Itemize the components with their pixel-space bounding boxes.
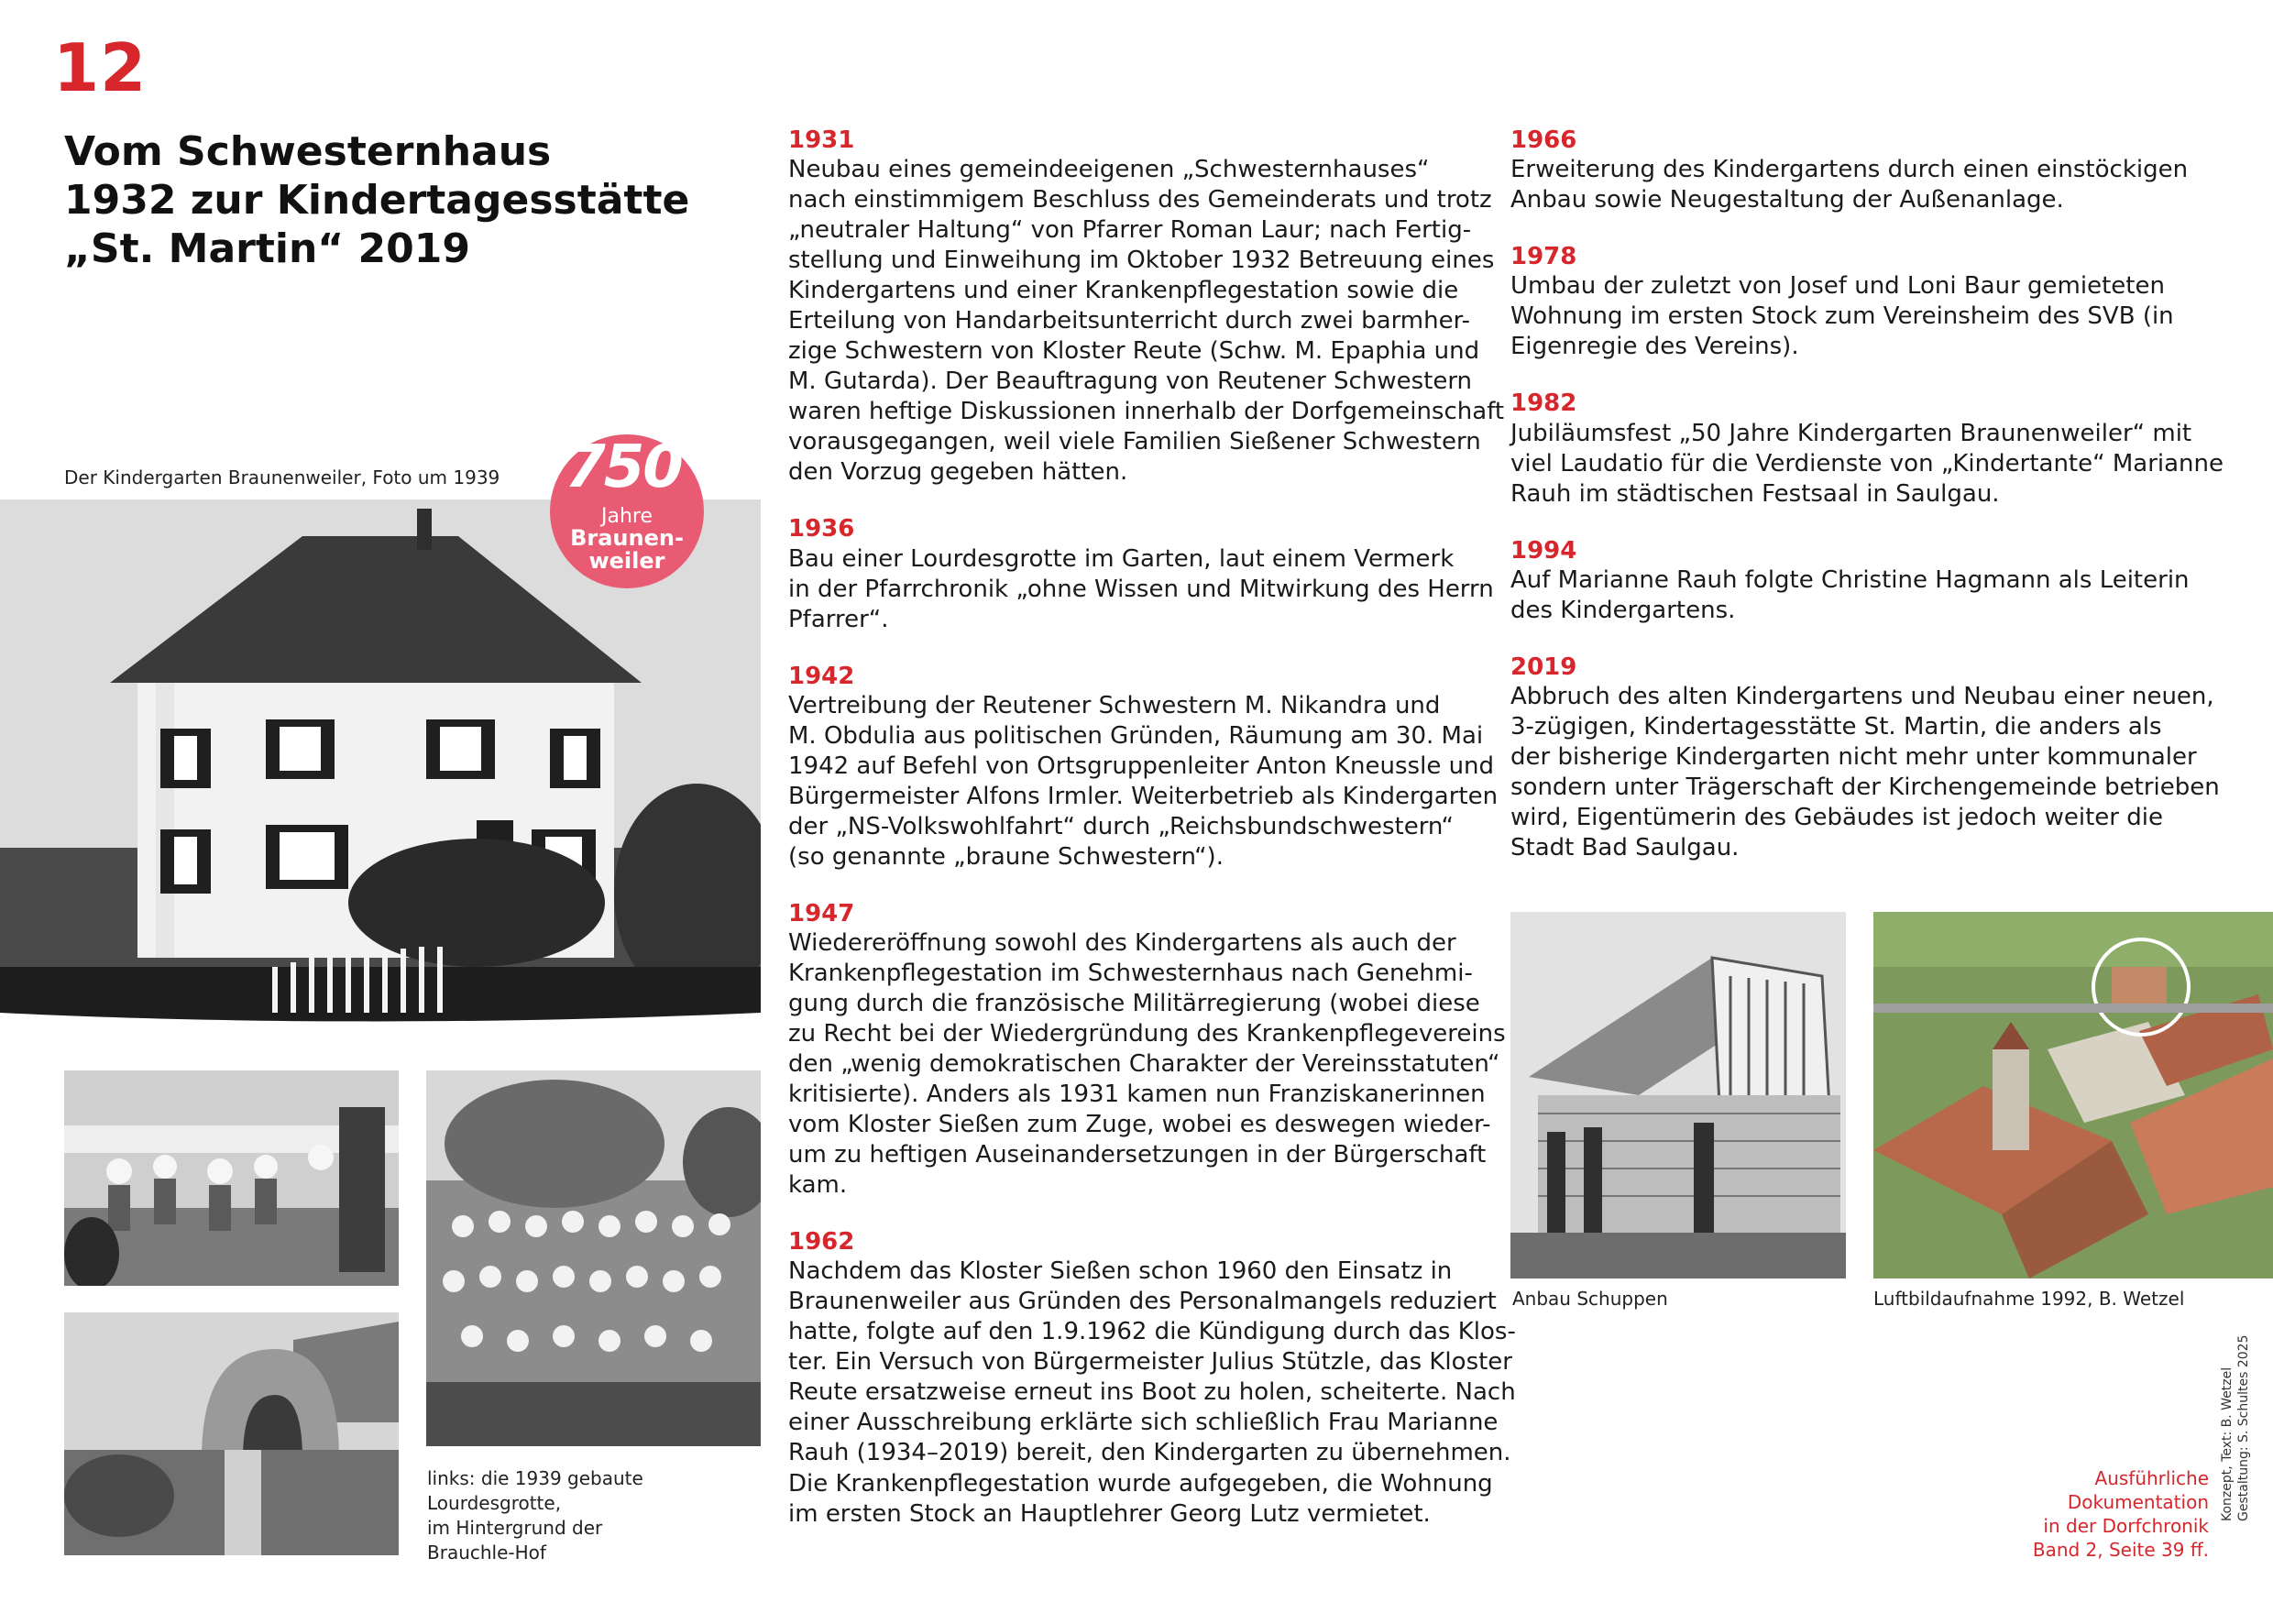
text-line: um zu heftigen Auseinandersetzungen in der Bürgerschaft: [788, 1141, 1487, 1169]
text-line: Bürgermeister Alfons Irmler. Weiterbetrieb als Kindergarten: [788, 782, 1499, 810]
entry-1966: [1510, 126, 2244, 215]
text-line: sondern unter Trägerschaft der Kirchengemeinde betrieben: [1510, 774, 2220, 802]
text-line: (so genannte „braune Schwestern“).: [788, 842, 1224, 871]
entry-1942: [788, 663, 1503, 872]
text-line: M. Gutarda). Der Beauftragung von Reutener Schwestern: [788, 368, 1473, 396]
text-line: Vertreibung der Reutener Schwestern M. Nikandra und: [788, 691, 1441, 719]
text-line: kam.: [788, 1171, 848, 1200]
text-line: „neutraler Haltung“ von Pfarrer Roman Laur; nach Fertig-: [788, 216, 1472, 245]
page-number: 12: [53, 29, 148, 106]
entry-1962: [788, 1228, 1516, 1529]
page-title: [64, 128, 724, 273]
text-line: waren heftige Diskussionen innerhalb der Dorfgemeinschaft: [788, 398, 1505, 426]
grotto-caption-line-3: im Hintergrund der: [427, 1517, 603, 1539]
group-photo: [426, 1070, 761, 1446]
doc-note-line-1: Ausführliche: [2094, 1467, 2209, 1489]
text-line: M. Obdulia aus politischen Gründen, Räumung am 30. Mai: [788, 721, 1484, 750]
entry-1931: [788, 126, 1503, 488]
children-photo: [64, 1070, 399, 1286]
text-line: vom Kloster Sießen zum Zuge, wobei es deswegen wieder-: [788, 1111, 1491, 1139]
entry-year: 1966: [1510, 126, 1577, 154]
aerial-caption: Luftbildaufnahme 1992, B. Wetzel: [1873, 1288, 2185, 1310]
badge-line-2: Braunen-: [570, 525, 684, 552]
badge-line-1: Jahre: [600, 505, 653, 528]
text-line: wird, Eigentümerin des Gebäudes ist jedoch weiter die: [1510, 804, 2163, 832]
entry-year: 1931: [788, 126, 855, 154]
entry-text: [788, 544, 1503, 635]
text-line: ter. Ein Versuch von Bürgermeister Julius Stützle, das Kloster: [788, 1348, 1512, 1377]
entry-year: 1978: [1510, 243, 1577, 271]
text-line: hatte, folgte auf den 1.9.1962 die Kündigung durch das Klos-: [788, 1318, 1516, 1346]
doc-note-line-4: Band 2, Seite 39 ff.: [2032, 1539, 2209, 1561]
entry-1982: [1510, 390, 2244, 509]
documentation-note: [1989, 1466, 2209, 1562]
text-line: der „NS-Volkswohlfahrt“ durch „Reichsbundschwestern“: [788, 812, 1454, 840]
entry-1978: [1510, 243, 2244, 362]
text-line: im ersten Stock an Hauptlehrer Georg Lutz vermietet.: [788, 1499, 1431, 1528]
doc-note-line-3: in der Dorfchronik: [2043, 1515, 2209, 1537]
text-line: Jubiläumsfest „50 Jahre Kindergarten Braunenweiler“ mit: [1510, 419, 2192, 447]
entry-text: [1510, 565, 2244, 626]
text-line: Braunenweiler aus Gründen des Personalmangels reduziert: [788, 1288, 1497, 1316]
text-line: Rauh im städtischen Festsaal in Saulgau.: [1510, 479, 2000, 508]
badge-number: 750: [565, 433, 682, 501]
entry-year: 1982: [1510, 390, 1577, 418]
title-line-3: „St. Martin“ 2019: [64, 225, 470, 272]
text-line: Kindergartens und einer Krankenpflegestation sowie die: [788, 277, 1459, 305]
entry-year: 1947: [788, 899, 855, 927]
entry-year: 1994: [1510, 536, 1577, 565]
text-line: den „wenig demokratischen Charakter der Vereinsstatuten“: [788, 1050, 1500, 1079]
grotto-caption-line-4: Brauchle-Hof: [427, 1542, 546, 1564]
chronicle-column-2: [1510, 126, 2244, 891]
badge-line-3: weiler: [588, 548, 665, 575]
entry-1994: [1510, 537, 2244, 626]
text-line: Nachdem das Kloster Sießen schon 1960 den Einsatz in: [788, 1257, 1453, 1286]
text-line: des Kindergartens.: [1510, 596, 1736, 624]
text-line: kritisierte). Anders als 1931 kamen nun Franziskanerinnen: [788, 1081, 1486, 1109]
text-line: Rauh (1934–2019) bereit, den Kindergarten zu übernehmen.: [788, 1439, 1511, 1467]
entry-year: 1962: [788, 1228, 855, 1256]
badge-text: [550, 506, 704, 573]
entry-text: [788, 928, 1506, 1201]
entry-1947: [788, 899, 1506, 1201]
title-line-2: 1932 zur Kindertagesstätte: [64, 176, 690, 224]
text-line: Reute ersatzweise erneut ins Boot zu holen, scheiterte. Nach: [788, 1378, 1516, 1407]
text-line: den Vorzug gegeben hätten.: [788, 458, 1128, 487]
text-line: Bau einer Lourdesgrotte im Garten, laut einem Vermerk: [788, 544, 1455, 573]
chronicle-column-1: [788, 126, 1516, 1557]
text-line: 3-zügigen, Kindertagesstätte St. Martin, die anders als: [1510, 713, 2162, 741]
entry-year: 2019: [1510, 653, 1577, 681]
entry-year: 1942: [788, 662, 855, 690]
text-line: Krankenpflegestation im Schwesternhaus nach Genehmi-: [788, 960, 1473, 988]
anniversary-badge: [550, 434, 704, 588]
entry-1936: [788, 515, 1503, 634]
credits-line-1: Konzept, Text: B. Wetzel: [2220, 1366, 2235, 1521]
text-line: Pfarrer“.: [788, 605, 889, 633]
text-line: 1942 auf Befehl von Ortsgruppenleiter Anton Kneussle und: [788, 752, 1495, 780]
text-line: Auf Marianne Rauh folgte Christine Hagmann als Leiterin: [1510, 565, 2190, 594]
shed-illustration: [1510, 912, 1846, 1278]
text-line: einer Ausschreibung erklärte sich schließlich Frau Marianne: [788, 1409, 1499, 1437]
doc-note-line-2: Dokumentation: [2067, 1491, 2209, 1513]
text-line: Erweiterung des Kindergartens durch einen einstöckigen: [1510, 156, 2189, 184]
entry-text: [1510, 155, 2244, 215]
grotto-caption: [427, 1466, 643, 1565]
entry-text: [1510, 419, 2244, 510]
grotto-photo: [64, 1312, 399, 1555]
grotto-caption-line-1: links: die 1939 gebaute: [427, 1467, 643, 1489]
entry-text: [1510, 682, 2244, 863]
text-line: zu Recht bei der Wiedergründung des Krankenpflegevereins: [788, 1020, 1506, 1048]
text-line: der bisherige Kindergarten nicht mehr unter kommunaler: [1510, 743, 2197, 772]
aerial-photo: [1873, 912, 2273, 1278]
title-line-1: Vom Schwesternhaus: [64, 128, 552, 175]
entry-year: 1936: [788, 515, 855, 543]
text-line: Eigenregie des Vereins).: [1510, 333, 1799, 361]
aerial-illustration: [1873, 912, 2273, 1278]
entry-text: [788, 155, 1503, 488]
text-line: Neubau eines gemeindeeigenen „Schwesternhauses“: [788, 156, 1430, 184]
text-line: gung durch die französische Militärregierung (wobei diese: [788, 990, 1480, 1018]
text-line: viel Laudatio für die Verdienste von „Kindertante“ Marianne: [1510, 449, 2224, 477]
credits-line-2: Gestaltung: S. Schultes 2025: [2235, 1334, 2251, 1521]
entry-text: [1510, 271, 2244, 362]
text-line: Wohnung im ersten Stock zum Vereinsheim des SVB (in: [1510, 302, 2174, 331]
text-line: nach einstimmigem Beschluss des Gemeinderats und trotz: [788, 186, 1492, 214]
text-line: Wiedereröffnung sowohl des Kindergartens als auch der: [788, 929, 1456, 958]
text-line: stellung und Einweihung im Oktober 1932 Betreuung eines: [788, 247, 1495, 275]
text-line: Umbau der zuletzt von Josef und Loni Baur gemieteten: [1510, 272, 2165, 301]
text-line: Anbau sowie Neugestaltung der Außenanlage.: [1510, 186, 2064, 214]
text-line: Stadt Bad Saulgau.: [1510, 834, 1740, 862]
text-line: zige Schwestern von Kloster Reute (Schw. M. Epaphia und: [788, 337, 1480, 366]
shed-caption: Anbau Schuppen: [1512, 1288, 1668, 1310]
grotto-caption-line-2: Lourdesgrotte,: [427, 1492, 562, 1514]
text-line: Abbruch des alten Kindergartens und Neubau einer neuen,: [1510, 683, 2214, 711]
shed-photo: [1510, 912, 1846, 1278]
entry-2019: [1510, 653, 2244, 863]
text-line: vorausgegangen, weil viele Familien Sießener Schwestern: [788, 428, 1481, 456]
main-photo-caption: Der Kindergarten Braunenweiler, Foto um 1939: [64, 466, 500, 488]
grotto-illustration: [64, 1312, 399, 1555]
text-line: Die Krankenpflegestation wurde aufgegeben, die Wohnung: [788, 1469, 1493, 1498]
entry-text: [788, 1256, 1516, 1529]
children-illustration: [64, 1070, 399, 1286]
text-line: Erteilung von Handarbeitsunterricht durch zwei barmher-: [788, 307, 1471, 335]
entry-text: [788, 691, 1503, 872]
text-line: in der Pfarrchronik „ohne Wissen und Mitwirkung des Herrn: [788, 575, 1494, 603]
credits: [2220, 1320, 2252, 1521]
group-illustration: [426, 1070, 761, 1446]
